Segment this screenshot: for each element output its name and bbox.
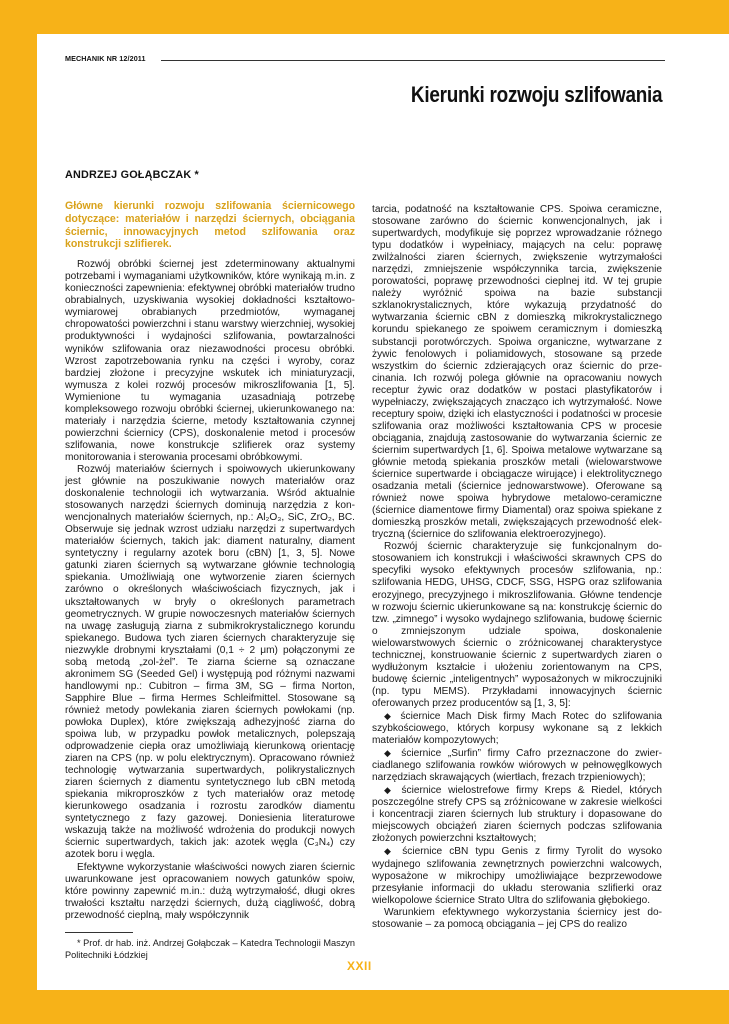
footnote-rule [65,932,133,933]
bottom-accent-band [0,990,729,1024]
body-paragraph: Efektywne wykorzystanie właściwości nowych ziaren ściernic uwarunkowane jest opracowaniem nowych gatunków spoiw, które powinny zapewnić m.in.: dużą wytrzymałość, długi okres trwałości kształtu narzędzi ściernych, dużą ciągliwość, dobrą przewodność cieplną, mały współczynnik [65,861,355,921]
body-paragraph: Rozwój obróbki ściernej jest zdeterminowany aktualnymi potrzebami i wymaganiami użytkowników, które wynikają m.in. z konieczności zapewnienia: efektywnej obróbki materiałów trudno obrabialnych, uzyskiwania wysokiej dokładności kształtowo-wymiarowej obrabianych przedmiotów, wymaganej chropowatości powierzchni i stanu warstwy wierzchniej, wysokiej produktywności i wydajności szlifowania, powtarzalności wyników szlifowania oraz niezawodności procesu obróbki. Wzrost zapotrzebowania rynku na części i wyroby, coraz bardziej złożone i precyzyjne wskutek ich miniaturyzacji, wymusza z kolei rozwój procesów mikroszlifowania [1, 5]. Wymienione tu wymagania uzasadniają potrzebę kompleksowego rozwoju obróbki ściernej, ukierunkowanego na: materiały i narzędzia ścierne, metody kształtowania czynnej powierzchni ściernicy (CPS), doskonalenie metod i procesów szlifowania, nowe konstrukcje szlifierek oraz systemy monitorowania i sterowania procesami obróbkowymi. [65,259,355,463]
diamond-bullet-icon: ◆ [384,748,395,759]
left-column [65,200,355,922]
journal-issue-label: MECHANIK NR 12/2011 [65,54,146,63]
journal-page [37,34,729,990]
diamond-bullet-icon: ◆ [384,846,396,857]
article-lead: Główne kierunki rozwoju szlifowania ściernicowego dotyczące: materiałów i narzędzi ściernych, obciągania ściernic, innowacyjnych metod szlifowania oraz konstrukcji szlifierek. [65,200,355,251]
bullet-item [372,710,662,747]
bullet-text: ściernice „Surfin” firmy Cafro przeznaczone do zwierciadlanego szlifowania rowków wiórowych w pełnowęglkowych narzędziach skrawających (wiertłach, frezach trzpieniowych); [372,748,662,784]
article-title: Kierunki rozwoju szlifowania [410,82,662,107]
bullet-item [372,747,662,784]
article-author: ANDRZEJ GOŁĄBCZAK * [65,169,199,181]
running-header [65,54,665,66]
bullet-item [372,845,662,906]
page-number: XXII [347,959,372,973]
footnote-text: * Prof. dr hab. inż. Andrzej Gołąbczak – Katedra Technologii Maszyn Politechniki Łódzkiej [65,938,355,960]
bullet-text: ściernice wielostrefowe firmy Kreps & Riedel, których poszczególne strefy CPS są zróżnicowane w zakresie wielkości i koncentracji ziaren ściernych lub struktury i dopasowane do miejscowych obciążeń ziaren ściernych podczas szlifowania złożonych powierzchni kształtowych; [372,785,663,845]
bullet-item [372,784,662,845]
diamond-bullet-icon: ◆ [384,710,395,721]
header-rule [161,60,665,61]
author-footnote [65,937,355,961]
body-paragraph: Rozwój ściernic charakteryzuje się funkcjonalnym dostosowaniem ich konstrukcji i właściwości skrawnych CPS do specyfiki wysoko efektywnych procesów szlifowania, np.: szlifowania HEDG, UHSG, CDCF, SSG, HSPG oraz szlifowania erozyjnego, precyzyjnego i mikroszlifowania. Główne tendencje w rozwoju ściernic ukierunkowane są na: konstrukcję ściernic do tzw. „zimnego” i wysoko wydajnego szlifowania, budowę ściernic o zmniejszonym udziale spoiwa, doskonalenie wielowarstwowych ściernic o zróżnicowanej charakterystyce technicznej, konstruowanie ściernic z supertwardych ziaren o wydłużonym kształcie i ułożeniu zorientowanym na CPS, budowę ściernic „inteligentnych” wyposażonych w mikroczujniki (np. typu MEMS). Przykładami innowacyjnych ściernic oferowanych przez producentów są [1, 3, 5]: [372,541,662,709]
bullet-text: ściernice cBN typu Genis z firmy Tyrolit do wysoko wydajnego szlifowania zewnętrznych powierzchni walcowych, wyposażone w mikrochipy umożliwiające bezprzewodowe przesyłanie informacji do układu sterowania szlifierki oraz wielkopolowe ściernice Strato Ultra do szlifowania głębokiego. [372,846,662,906]
body-paragraph: Warunkiem efektywnego wykorzystania ściernicy jest dostosowanie – za pomocą obciągania – jej CPS do realizo [372,906,662,930]
diamond-bullet-icon: ◆ [384,785,395,796]
body-paragraph: Rozwój materiałów ściernych i spoiwowych ukierunkowany jest głównie na poszukiwanie nowych materiałów oraz doskonalenie technologii ich wytwarzania. Wśród aktualnie stosowanych narzędzi ściernych dominują narzędzia z konwencjonalnych materiałów ściernych, np.: Al₂O₃, SiC, ZrO₂, BC. Obserwuje się jednak wzrost udziału narzędzi z supertwardych materiałów ściernych, takich jak: diament naturalny, diament syntetyczny i regularny azotek boru (cBN) [1, 3, 5]. Nowe gatunki ziaren ściernych są wytwarzane głównie technologią spiekania. Umożliwiają one wytworzenie ziaren ściernych zarówno o określonych właściwościach fizycznych, jak i ukształtowanych w bryły o określonych parametrach geometrycznych. W grupie nowoczesnych materiałów ściernych na uwagę zasługują ziarna z submikrokrystalicznego korundu spiekanego. Budowa tych ziaren ściernych charakteryzuje się niezwykle drobnymi kryształami (0,1 ÷ 2 μm) połączonymi ze sobą metodą „zol-żel”. Te ziarna ścierne są oznaczane akronimem SG (Seeded Gel) i występują pod różnymi nazwami handlowymi np.: Cubitron – firma 3M, SG – firma Norton, Sapphire Blue – firma Hermes Schleifmittel. Stosowane są również metody powlekania ziaren ściernych powłokami (np. powłoka Duplex), które zwiększają adhezyjność ziarna do spoiwa lub, w przypadku powłok metalicznych, polepszają odprowadzenie ciepła oraz umożliwiają kierunkową orientację ziaren na CPS (np. w polu elektrycznym). Opracowano również technologię wytwarzania supertwardych, polikrystalicznych ziaren ściernych z diamentu syntetycznego lub cBN metodą spiekania mikroproszków z tych materiałów oraz metodę kierunkowego osadzania i rozrostu zarodków diamentu syntetycznego z fazy gazowej. Doniesienia literaturowe wskazują także na możliwość wdrożenia do produkcji nowych ściernic supertwardych, takich jak: azotek węgla (C₃N₄) czy azotek boru i węgla. [65,463,355,861]
right-column [372,204,662,931]
bullet-text: ściernice Mach Disk firmy Mach Rotec do szlifowania szybkościowego, których korpusy wykonane są z lekkich materiałów kompozytowych; [372,710,662,747]
body-paragraph: tarcia, podatność na kształtowanie CPS. Spoiwa ceramiczne, stosowane zarówno do ściernic konwencjonalnych, jak i supertwardych, modyfikuje się poprzez wprowadzanie różnego typu dodatków i wypełniacy, mających na celu: poprawę zwilżalności ziaren ściernych, zwiększenie wytrzymałości narzędzi, zmniejszenie współczynnika tarcia, zwiększenie porowatości, poprawę przewodności cieplnej itd. W tej grupie należy wyróżnić spoiwa na bazie substancji szklanokrystalicznych, które wykazują przydatność do wytwarzania ściernic cBN z domieszką mikrokrystalicznego korundu spiekanego ze spoiwem ceramicznym i domieszką substancji porotwórczych. Spoiwa organiczne, wytwarzane z żywic fenolowych i poliamidowych, stosowane są przede wszystkim do ściernic zdzierających oraz ściernic do przecinania. Ich rozwój polega głównie na opracowaniu nowych receptur żywic oraz dodatków w postaci plastyfikatorów i wypełniaczy, zwiększających znacząco ich wytrzymałość. Nowe receptury spoiw, dzięki ich elastyczności i podatności w procesie szlifowania oraz możliwości kształtowania CPS w procesie obciągania, znajdują zastosowanie do wytwarzania ściernic ze ściernim supertwardych [1, 6]. Spoiwa metalowe wytwarzane są głównie metodą spiekania proszków metali (wielowarstwowe ściernice supertwarde i obciągacze wirujące) i elektrolitycznego osadzania metali (ściernice jednowarstwowe). Oferowane są również nowe spoiwa hybrydowe metalowo-ceramiczne (ściernice diamentowe firmy Diamental) oraz spoiwa spiekane z domieszką proszków metali, zwiększających przewodność elektryczną (ściernice do szlifowania elektroerozyjnego). [372,204,662,541]
